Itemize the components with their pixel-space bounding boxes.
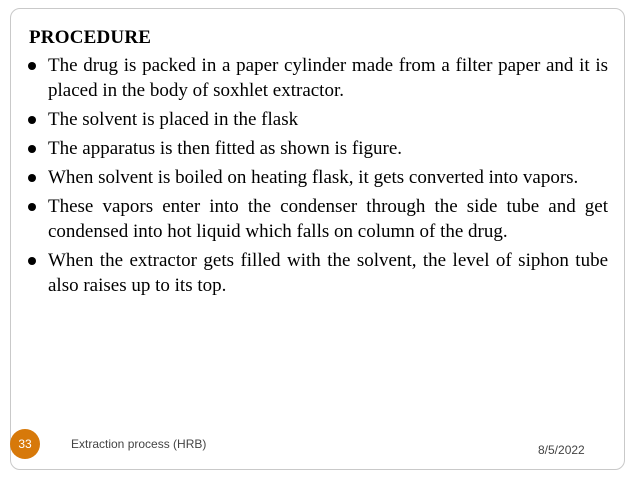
bullet-item [22,194,608,244]
bullet-item [22,53,608,103]
bullet-text: These vapors enter into the condenser through the side tube and get condensed into hot liquid which falls on column of the drug. [48,196,608,242]
page-number: 33 [18,437,32,451]
bullet-item [22,165,608,190]
page-number-badge [10,429,40,459]
bullet-dot-icon [28,145,36,153]
bullet-dot-icon [28,257,36,265]
bullet-text: The solvent is placed in the flask [48,109,299,130]
bullet-item [22,136,608,161]
footer-date: 8/5/2022 [538,443,585,457]
bullet-item [22,248,608,298]
bullet-item [22,107,608,132]
bullet-text: The drug is packed in a paper cylinder made from a filter paper and it is placed in the body of soxhlet extractor. [48,55,608,101]
bullet-dot-icon [28,116,36,124]
slide-heading: PROCEDURE [29,27,152,48]
footer-title: Extraction process (HRB) [71,437,207,451]
bullet-dot-icon [28,62,36,70]
bullet-dot-icon [28,203,36,211]
bullet-list [22,53,608,302]
bullet-dot-icon [28,174,36,182]
bullet-text: When the extractor gets filled with the solvent, the level of siphon tube also raises up to its top. [48,250,608,296]
bullet-text: The apparatus is then fitted as shown is figure. [48,138,403,159]
bullet-text: When solvent is boiled on heating flask, it gets converted into vapors. [48,167,579,188]
